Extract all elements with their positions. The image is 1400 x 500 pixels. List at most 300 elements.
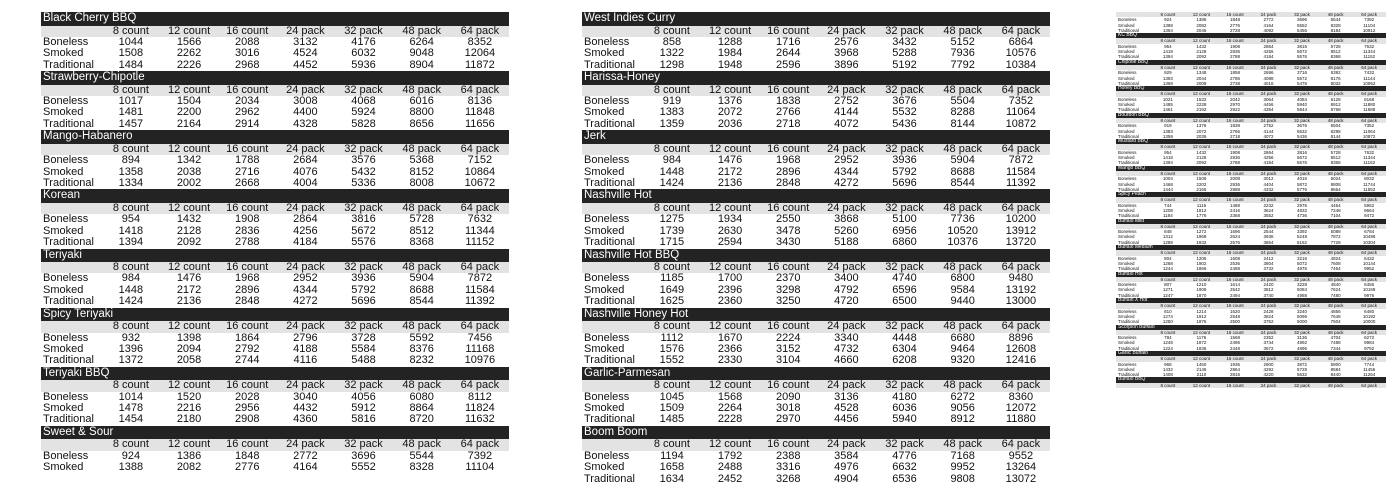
price-cell: 8368 <box>1330 160 1341 166</box>
row-label: Traditional <box>43 118 94 130</box>
flavor-section <box>1116 139 1386 165</box>
price-cell: 7744 <box>1364 361 1375 367</box>
table-row <box>582 48 1050 59</box>
header-row <box>41 262 509 273</box>
price-cell: 6432 <box>1364 255 1375 261</box>
flavor-title: Buffalo Mild <box>1116 219 1386 224</box>
header-cell: 16 count <box>759 262 817 273</box>
price-cell: 11656 <box>464 118 495 130</box>
price-cell: 4832 <box>1297 207 1308 213</box>
header-cell: 64 pack <box>451 203 509 214</box>
price-cell: 4732 <box>834 343 859 355</box>
price-cell: 5260 <box>834 225 859 237</box>
row-label: Smoked <box>1118 181 1135 187</box>
price-cell: 1364 <box>1162 27 1173 33</box>
price-cell: 4740 <box>892 273 917 285</box>
header-cell: 64 pack <box>992 203 1050 214</box>
price-cell: 2952 <box>293 273 318 285</box>
header-cell: 32 pack <box>1285 383 1319 388</box>
price-cell: 1432 <box>1196 43 1207 49</box>
price-cell: 9320 <box>950 355 975 367</box>
price-cell: 4076 <box>293 166 318 178</box>
price-cell: 2352 <box>1263 335 1274 341</box>
header-cell: 48 pack <box>934 380 992 391</box>
price-cell: 9440 <box>950 296 975 308</box>
header-cell: 64 pack <box>1352 303 1386 308</box>
price-cell: 3936 <box>892 155 917 167</box>
table-row <box>582 226 1050 237</box>
price-cell: 10496 <box>1362 234 1376 240</box>
price-cell: 3104 <box>775 355 801 367</box>
price-cell: 1424 <box>118 296 144 308</box>
header-cell: 12 count <box>160 26 218 37</box>
header-cell: 48 pack <box>393 85 451 96</box>
header-cell: 48 pack <box>1319 171 1353 176</box>
price-cell: 2416 <box>1229 207 1240 213</box>
price-table <box>1116 356 1386 377</box>
price-cell: 1509 <box>659 403 685 415</box>
header-row <box>582 26 1050 37</box>
row-label: Traditional <box>1118 133 1139 139</box>
price-cell: 2008 <box>1229 176 1240 182</box>
header-cell: 48 pack <box>1319 303 1353 308</box>
row-label: Smoked <box>1118 287 1135 293</box>
price-cell: 848 <box>1164 229 1172 235</box>
price-cell: 6272 <box>1364 335 1375 341</box>
price-cell: 2788 <box>1229 160 1240 166</box>
price-cell: 1608 <box>1229 255 1240 261</box>
flavor-section <box>1116 325 1386 351</box>
header-cell: 64 pack <box>992 26 1050 37</box>
price-cell: 1322 <box>659 48 685 60</box>
price-cell: 7872 <box>1008 155 1034 167</box>
price-cell: 2128 <box>1196 49 1207 55</box>
price-cell: 1552 <box>659 355 685 367</box>
price-table <box>582 26 1050 72</box>
price-cell: 1450 <box>1196 361 1207 367</box>
header-cell: 32 pack <box>875 203 933 214</box>
price-cell: 3392 <box>1297 229 1308 235</box>
price-cell: 9480 <box>1008 273 1034 285</box>
price-cell: 2200 <box>176 107 202 119</box>
price-cell: 4344 <box>293 284 318 296</box>
header-cell: 64 pack <box>992 321 1050 332</box>
price-cell: 1394 <box>1162 160 1173 166</box>
header-cell: 12 count <box>1185 330 1219 335</box>
price-cell: 8656 <box>409 118 434 130</box>
flavor-title: Black Cherry BBQ <box>41 12 509 26</box>
price-cell: 1968 <box>234 273 260 285</box>
price-cell: 3968 <box>834 48 859 60</box>
price-cell: 10200 <box>1005 214 1037 226</box>
price-cell: 984 <box>121 273 141 285</box>
row-label: Boneless <box>1118 255 1137 261</box>
flavor-section <box>582 12 1050 71</box>
price-cell: 1288 <box>1162 239 1173 245</box>
price-cell: 3136 <box>1297 335 1308 341</box>
row-label: Traditional <box>1118 80 1139 86</box>
header-cell: 32 pack <box>1285 330 1319 335</box>
price-cell: 4256 <box>1263 49 1274 55</box>
price-cell: 4404 <box>1263 181 1274 187</box>
header-cell: 48 pack <box>1319 197 1353 202</box>
price-cell: 9952 <box>1364 266 1375 272</box>
price-table <box>41 85 509 131</box>
header-cell: 12 count <box>701 262 759 273</box>
price-cell: 4792 <box>834 284 859 296</box>
price-cell: 1268 <box>1162 260 1173 266</box>
price-cell: 2082 <box>1196 22 1207 28</box>
header-cell: 12 count <box>1185 12 1219 17</box>
price-cell: 1848 <box>1229 17 1240 23</box>
price-cell: 3864 <box>1263 239 1274 245</box>
price-cell: 7936 <box>950 48 975 60</box>
price-cell: 4256 <box>1263 155 1274 161</box>
flavor-title: Jerk <box>582 130 1050 144</box>
price-cell: 12416 <box>1005 355 1037 367</box>
price-cell: 4344 <box>834 166 859 178</box>
row-label: Boneless <box>43 155 89 167</box>
price-cell: 10168 <box>1362 287 1376 293</box>
flavor-section <box>41 189 509 248</box>
header-cell: 24 pack <box>1252 224 1286 229</box>
price-cell: 8912 <box>950 414 975 426</box>
header-cell: 24 pack <box>276 85 334 96</box>
price-table <box>1116 330 1386 351</box>
price-cell: 1454 <box>118 414 144 426</box>
price-cell: 4456 <box>834 414 859 426</box>
price-cell: 1485 <box>659 414 685 426</box>
header-cell: 12 count <box>701 321 759 332</box>
price-cell: 5544 <box>1330 17 1341 23</box>
header-cell: 16 count <box>218 144 276 155</box>
price-cell: 3804 <box>1263 260 1274 266</box>
header-cell: 64 pack <box>1352 250 1386 255</box>
price-cell: 1418 <box>1162 155 1173 161</box>
header-cell: 12 count <box>160 262 218 273</box>
price-cell: 1271 <box>1162 287 1173 293</box>
price-cell: 5800 <box>1330 361 1341 367</box>
price-cell: 968 <box>1164 361 1172 367</box>
table-row <box>582 214 1050 225</box>
price-cell: 4328 <box>293 118 318 130</box>
header-cell: 8 count <box>1151 303 1185 308</box>
price-cell: 13192 <box>1005 284 1037 296</box>
table-row <box>582 296 1050 307</box>
price-cell: 12064 <box>464 48 496 60</box>
price-table <box>582 439 1050 485</box>
row-label: Boneless <box>1118 229 1137 235</box>
price-cell: 10976 <box>464 355 496 367</box>
price-cell: 1206 <box>1196 255 1207 261</box>
price-cell: 5696 <box>351 296 376 308</box>
price-cell: 1388 <box>1162 22 1173 28</box>
header-cell: 32 pack <box>334 85 392 96</box>
price-table <box>1116 303 1386 324</box>
price-cell: 6956 <box>892 225 917 237</box>
table-row <box>582 285 1050 296</box>
price-cell: 5432 <box>351 166 376 178</box>
header-blank-cell <box>41 144 102 155</box>
price-cell: 2896 <box>775 166 801 178</box>
header-cell: 64 pack <box>1352 356 1386 361</box>
price-cell: 5672 <box>1297 49 1308 55</box>
header-cell: 64 pack <box>1352 118 1386 123</box>
price-cell: 8152 <box>409 166 434 178</box>
price-cell: 8904 <box>409 59 434 71</box>
price-cell: 3298 <box>775 284 801 296</box>
price-cell: 6128 <box>1330 96 1341 102</box>
header-cell: 12 count <box>160 85 218 96</box>
price-cell: 1398 <box>176 332 202 344</box>
row-label: Boneless <box>1118 149 1137 155</box>
price-cell: 8544 <box>409 296 434 308</box>
price-cell: 13264 <box>1005 462 1037 474</box>
row-label: Traditional <box>584 473 635 485</box>
price-cell: 6036 <box>892 403 917 415</box>
flavor-title: Mustard BBQ <box>1116 139 1386 144</box>
price-cell: 3240 <box>1297 308 1308 314</box>
price-cell: 1696 <box>1229 229 1240 235</box>
price-cell: 5576 <box>1297 54 1308 60</box>
header-cell: 32 pack <box>334 203 392 214</box>
price-cell: 8584 <box>1330 366 1341 372</box>
price-cell: 2766 <box>775 107 801 119</box>
flavor-title: Chipotle BBQ <box>1116 60 1386 65</box>
price-cell: 6860 <box>892 237 917 249</box>
header-row <box>582 321 1050 332</box>
price-cell: 10576 <box>1005 48 1037 60</box>
price-cell: 1424 <box>659 177 685 189</box>
menu-column-3 <box>1116 12 1386 500</box>
price-table <box>582 144 1050 190</box>
price-cell: 2864 <box>1263 149 1274 155</box>
price-cell: 1504 <box>176 96 202 108</box>
price-cell: 5000 <box>1297 319 1308 325</box>
price-cell: 3728 <box>351 332 376 344</box>
header-row <box>582 439 1050 450</box>
header-cell: 64 pack <box>1352 144 1386 149</box>
flavor-section <box>582 367 1050 426</box>
price-cell: 2036 <box>1196 133 1207 139</box>
flavor-title: Garlic Buffalo <box>1116 351 1386 356</box>
header-cell: 48 pack <box>1319 356 1353 361</box>
price-cell: 7648 <box>1330 313 1341 319</box>
price-cell: 2128 <box>176 225 202 237</box>
header-cell: 8 count <box>102 321 160 332</box>
flavor-section <box>1116 272 1386 298</box>
header-cell: 24 pack <box>276 26 334 37</box>
price-cell: 1870 <box>1196 292 1207 298</box>
price-cell: 1520 <box>176 391 202 403</box>
table-row <box>41 296 509 307</box>
price-cell: 2718 <box>775 118 801 130</box>
row-label: Traditional <box>1118 160 1139 166</box>
header-cell: 64 pack <box>451 321 509 332</box>
price-cell: 3752 <box>1263 319 1274 325</box>
price-cell: 2172 <box>717 166 743 178</box>
price-cell: 4464 <box>1330 202 1341 208</box>
price-cell: 5488 <box>351 355 376 367</box>
table-row <box>582 344 1050 355</box>
row-label: Boneless <box>1118 123 1137 129</box>
price-cell: 5188 <box>834 237 859 249</box>
header-cell: 8 count <box>1151 224 1185 229</box>
price-cell: 2488 <box>1229 266 1240 272</box>
header-blank-cell <box>41 85 102 96</box>
header-cell: 8 count <box>643 321 701 332</box>
table-row <box>582 119 1050 130</box>
header-cell: 48 pack <box>393 144 451 155</box>
price-cell: 2072 <box>1196 128 1207 134</box>
price-cell: 5248 <box>1297 234 1308 240</box>
header-cell: 12 count <box>1185 118 1219 123</box>
price-cell: 5924 <box>351 107 376 119</box>
price-cell: 2684 <box>293 155 318 167</box>
header-row <box>41 439 509 450</box>
price-cell: 5100 <box>892 214 917 226</box>
price-cell: 4456 <box>1263 102 1274 108</box>
flavor-section <box>41 71 509 130</box>
price-cell: 5152 <box>950 36 975 48</box>
flavor-section <box>582 189 1050 248</box>
table-row <box>41 392 509 403</box>
header-cell: 16 count <box>218 262 276 273</box>
price-cell: 4088 <box>1263 75 1274 81</box>
header-cell: 32 pack <box>1285 12 1319 17</box>
price-cell: 1210 <box>1196 282 1207 288</box>
table-row <box>582 355 1050 366</box>
price-cell: 11344 <box>1363 155 1376 161</box>
header-cell: 64 pack <box>451 262 509 273</box>
price-cell: 1247 <box>1162 292 1173 298</box>
row-label: Smoked <box>43 403 84 415</box>
price-cell: 7104 <box>1330 213 1341 219</box>
header-cell: 16 count <box>1218 91 1252 96</box>
price-cell: 1112 <box>660 332 684 344</box>
price-cell: 3676 <box>1297 123 1308 129</box>
header-row <box>1116 383 1386 388</box>
header-cell: 32 pack <box>875 26 933 37</box>
price-cell: 6784 <box>1364 229 1375 235</box>
price-cell: 1902 <box>1196 260 1207 266</box>
header-cell: 8 count <box>102 262 160 273</box>
price-cell: 5592 <box>409 332 434 344</box>
price-cell: 5084 <box>1297 287 1308 293</box>
table-row <box>582 60 1050 71</box>
header-cell: 12 count <box>160 380 218 391</box>
header-cell: 48 pack <box>1319 383 1353 388</box>
flavor-section <box>582 249 1050 308</box>
row-label: Boneless <box>584 450 630 462</box>
price-cell: 5456 <box>1297 27 1308 33</box>
price-cell: 10144 <box>1362 260 1376 266</box>
price-cell: 919 <box>662 96 682 108</box>
header-cell: 12 count <box>1185 303 1219 308</box>
price-cell: 9056 <box>950 403 975 415</box>
price-cell: 8176 <box>1330 75 1341 81</box>
price-cell: 2864 <box>1229 366 1240 372</box>
header-cell: 48 pack <box>393 439 451 450</box>
price-cell: 1658 <box>659 462 685 474</box>
price-cell: 2388 <box>775 450 801 462</box>
menu-column-2 <box>582 12 1050 500</box>
price-cell: 1576 <box>659 343 685 355</box>
price-cell: 11872 <box>464 59 495 71</box>
header-cell: 12 count <box>701 144 759 155</box>
price-cell: 6080 <box>409 391 434 403</box>
price-cell: 4292 <box>1263 366 1274 372</box>
header-cell: 24 pack <box>1252 118 1286 123</box>
price-table <box>1116 91 1386 112</box>
header-cell: 8 count <box>643 85 701 96</box>
price-cell: 7632 <box>1364 43 1375 49</box>
price-cell: 11688 <box>1363 107 1376 113</box>
price-cell: 8368 <box>409 237 434 249</box>
price-cell: 3064 <box>1263 96 1274 102</box>
row-label: Boneless <box>43 332 89 344</box>
price-cell: 4524 <box>293 48 318 60</box>
header-cell: 64 pack <box>1352 383 1386 388</box>
header-cell: 12 count <box>1185 250 1219 255</box>
price-cell: 2036 <box>717 118 743 130</box>
price-cell: 10672 <box>464 177 496 189</box>
price-cell: 2922 <box>1229 107 1240 113</box>
header-cell: 48 pack <box>934 144 992 155</box>
table-row <box>41 333 509 344</box>
header-cell: 32 pack <box>334 262 392 273</box>
price-cell: 6632 <box>892 462 917 474</box>
price-cell: 9472 <box>1364 213 1375 219</box>
flavor-section <box>582 130 1050 189</box>
price-cell: 1532 <box>1196 96 1207 102</box>
price-cell: 2836 <box>1229 155 1240 161</box>
header-cell: 24 pack <box>276 439 334 450</box>
flavor-title: Harissa-Honey <box>582 71 1050 85</box>
price-cell: 5576 <box>1297 160 1308 166</box>
price-cell: 11104 <box>465 462 495 474</box>
header-cell: 12 count <box>701 380 759 391</box>
price-cell: 6304 <box>892 343 917 355</box>
price-cell: 1858 <box>1229 70 1240 76</box>
price-cell: 4144 <box>1263 128 1274 134</box>
row-label: Boneless <box>1118 361 1137 367</box>
price-cell: 1700 <box>717 273 743 285</box>
header-cell: 12 count <box>701 439 759 450</box>
price-cell: 2038 <box>176 166 202 178</box>
price-cell: 1272 <box>1196 229 1207 235</box>
price-cell: 2228 <box>717 414 743 426</box>
price-cell: 5940 <box>1297 102 1308 108</box>
price-table <box>582 380 1050 426</box>
row-label: Boneless <box>43 36 89 48</box>
price-cell: 9976 <box>1364 292 1375 298</box>
price-cell: 5904 <box>409 273 434 285</box>
price-cell: 2488 <box>717 462 743 474</box>
price-cell: 1476 <box>717 155 743 167</box>
flavor-title: KC BBQ <box>1116 33 1386 38</box>
price-cell: 5096 <box>1297 313 1308 319</box>
header-cell: 24 pack <box>276 380 334 391</box>
price-cell: 13720 <box>1005 237 1037 249</box>
table-row <box>582 107 1050 118</box>
header-cell: 8 count <box>1151 38 1185 43</box>
price-cell: 954 <box>1164 149 1172 155</box>
price-cell: 8688 <box>409 284 434 296</box>
flavor-section <box>1116 245 1386 271</box>
price-cell: 5152 <box>1297 239 1308 245</box>
flavor-title: Scorpion Buffalo <box>1116 325 1386 330</box>
